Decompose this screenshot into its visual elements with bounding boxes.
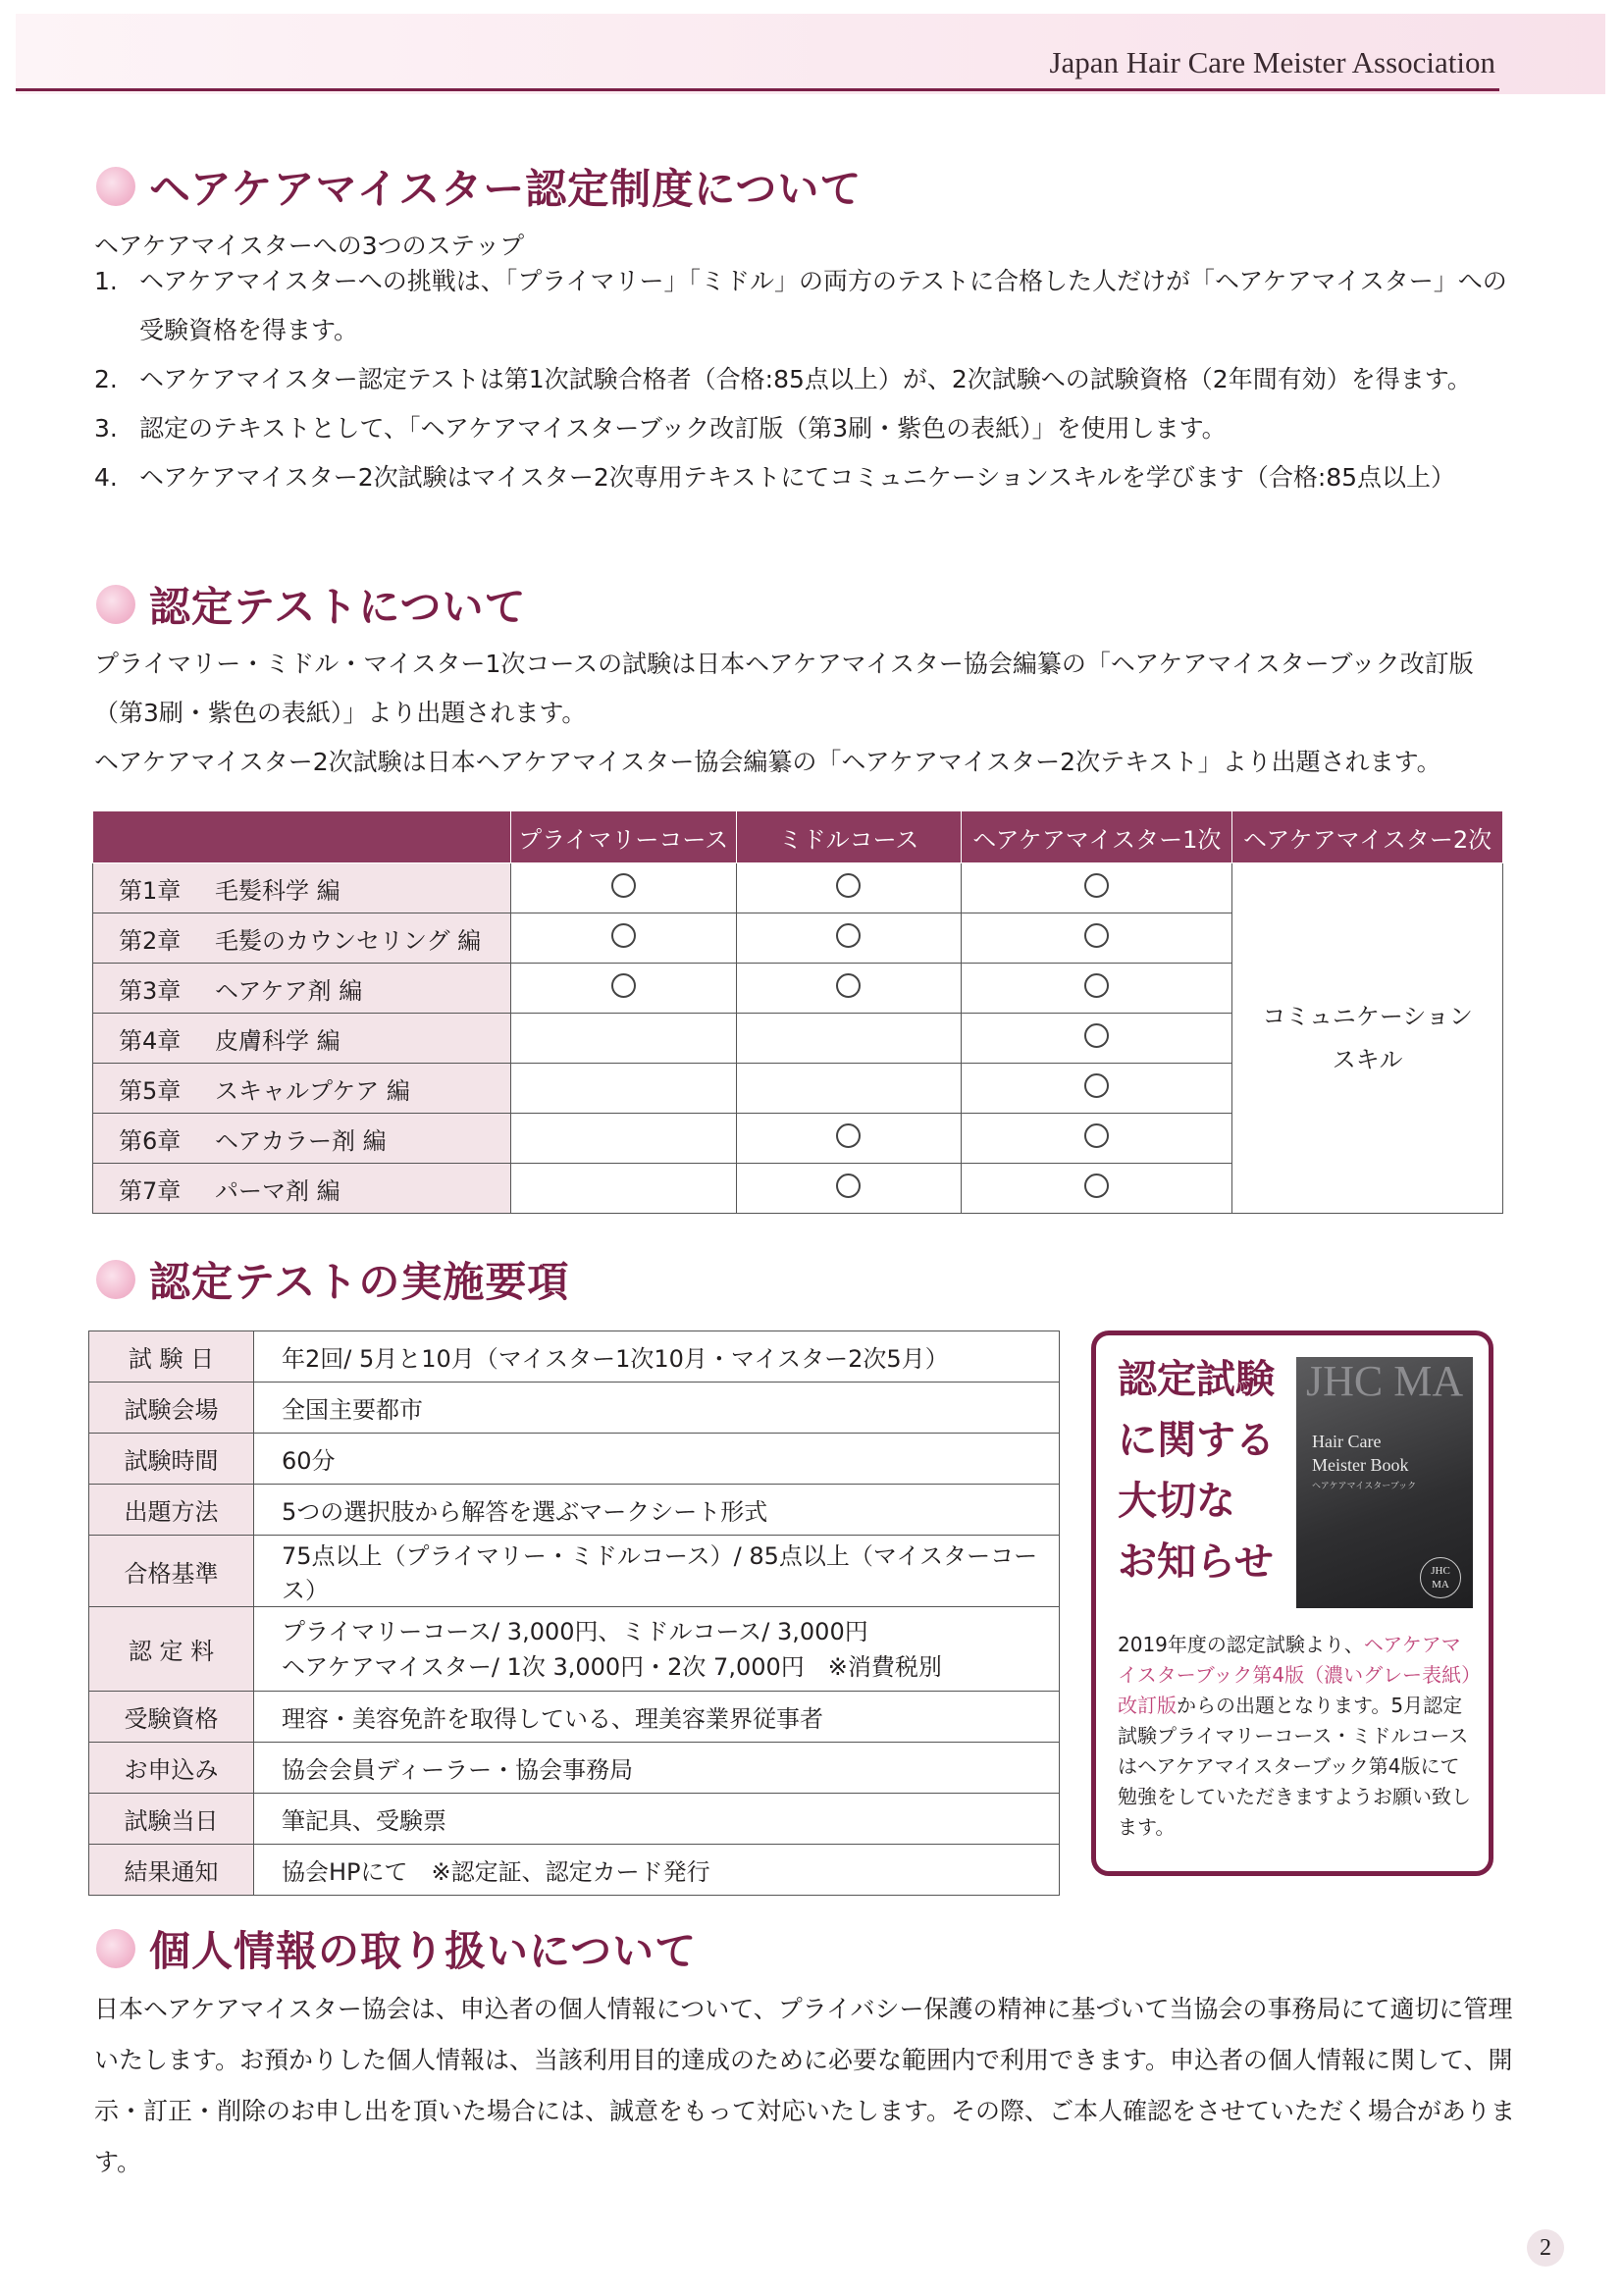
table-row [89, 1434, 1060, 1485]
chapter-number: 第6章 [119, 1126, 182, 1155]
section-title: ヘアケアマイスター認定制度について [149, 165, 863, 213]
steps-list [94, 257, 1517, 502]
chapter-number: 第3章 [119, 976, 182, 1005]
circle-mark-icon [611, 973, 636, 998]
chapter-cell [93, 863, 511, 913]
bullet-dot-icon [96, 167, 135, 206]
book-cover-image [1296, 1357, 1473, 1608]
header-blank-cell [93, 811, 511, 863]
row-key: 認 定 料 [89, 1607, 254, 1692]
circle-mark-icon [836, 973, 861, 998]
association-name: Japan Hair Care Meister Association [1049, 45, 1495, 79]
section-title: 認定テストについて [149, 583, 527, 631]
mark-cell [510, 863, 736, 913]
row-key: 結果通知 [89, 1845, 254, 1896]
mark-cell [962, 863, 1232, 913]
mark-cell [736, 863, 962, 913]
circle-mark-icon [1084, 923, 1109, 948]
row-value: 75点以上（プライマリー・ミドルコース）/ 85点以上（マイスターコース） [254, 1536, 1060, 1607]
row-key: お申込み [89, 1743, 254, 1794]
notice-text: からの出題となります。5月認定試験プライマリーコース・ミドルコースはヘアケアマイスターブック第4版にて勉強をしていただきますようお願い致します。 [1118, 1694, 1471, 1839]
chapter-coverage-table [92, 810, 1503, 1214]
table-row [89, 1331, 1060, 1383]
notice-body [1118, 1630, 1477, 1843]
row-key: 試験当日 [89, 1794, 254, 1845]
step-text: ヘアケアマイスター2次試験はマイスター2次専用テキストにてコミュニケーションスキルを学びます（合格:85点以上） [139, 463, 1456, 492]
chapter-number: 第5章 [119, 1076, 182, 1105]
meister2-cell [1232, 863, 1503, 1214]
row-value [254, 1607, 1060, 1692]
section-heading-certification-system [96, 157, 862, 216]
mark-cell [736, 913, 962, 964]
chapter-cell [93, 1164, 511, 1214]
chapter-cell [93, 1014, 511, 1064]
book-title-line: Hair Care [1312, 1432, 1382, 1451]
section-heading-certification-test [96, 575, 526, 634]
important-notice-box [1091, 1331, 1493, 1876]
table-row [89, 1485, 1060, 1536]
row-value: 協会会員ディーラー・協会事務局 [254, 1743, 1060, 1794]
row-key: 試験会場 [89, 1383, 254, 1434]
table-row [89, 1845, 1060, 1896]
chapter-name: 毛髪科学 編 [215, 876, 340, 905]
mark-cell [510, 1164, 736, 1214]
row-value: 理容・美容免許を取得している、理美容業界従事者 [254, 1692, 1060, 1743]
table-row [89, 1383, 1060, 1434]
circle-mark-icon [836, 1123, 861, 1148]
section-title: 個人情報の取り扱いについて [149, 1927, 698, 1975]
circle-mark-icon [611, 873, 636, 898]
step-number: 4. [94, 463, 118, 492]
bullet-dot-icon [96, 1260, 135, 1299]
row-key: 出題方法 [89, 1485, 254, 1536]
table-row [89, 1536, 1060, 1607]
row-key: 合格基準 [89, 1536, 254, 1607]
chapter-cell [93, 1114, 511, 1164]
chapter-number: 第2章 [119, 926, 182, 955]
notice-highlight: ヘアケアマイスターブック第4版（濃いグレー表紙）改訂版 [1118, 1633, 1472, 1717]
step-text: ヘアケアマイスター認定テストは第1次試験合格者（合格:85点以上）が、2次試験への試験資格（2年間有効）を得ます。 [139, 365, 1472, 393]
mark-cell [510, 964, 736, 1014]
fee-line-1: プライマリーコース/ 3,000円、ミドルコース/ 3,000円 [282, 1617, 868, 1645]
mark-cell [736, 1164, 962, 1214]
chapter-name: 皮膚科学 編 [215, 1026, 340, 1055]
mark-cell [510, 1064, 736, 1114]
mark-cell [962, 1114, 1232, 1164]
step-item [94, 355, 1517, 404]
table-row [89, 1692, 1060, 1743]
privacy-paragraph: 日本ヘアケアマイスター協会は、申込者の個人情報について、プライバシー保護の精神に基づいて当協会の事務局にて適切に管理いたします。お預かりした個人情報は、当該利用目的達成のために必要な範囲内で利用できます。申込者の個人情報に関して、開示・訂正・削除のお申し出を頂いた場合には、誠意をもって対応いたします。その際、ご本人確認をさせていただく場合があります。 [94, 1995, 1516, 2176]
notice-heading-line: 大切な [1118, 1479, 1235, 1524]
step-item [94, 404, 1517, 453]
header-primary: プライマリーコース [510, 811, 736, 863]
chapter-name: パーマ剤 編 [215, 1176, 340, 1205]
mark-cell [736, 1064, 962, 1114]
mark-cell [736, 1014, 962, 1064]
circle-mark-icon [1084, 1123, 1109, 1148]
header-rule [16, 88, 1499, 91]
notice-heading-line: 認定試験 [1118, 1357, 1275, 1402]
notice-text: 2019年度の認定試験より、 [1118, 1633, 1364, 1656]
table-row [89, 1607, 1060, 1692]
notice-heading-line: に関する [1118, 1418, 1275, 1463]
row-value: 60分 [254, 1434, 1060, 1485]
step-item [94, 453, 1517, 502]
header-middle: ミドルコース [736, 811, 962, 863]
chapter-name: 毛髪のカウンセリング 編 [215, 926, 482, 955]
row-value: 年2回/ 5月と10月（マイスター1次10月・マイスター2次5月） [254, 1331, 1060, 1383]
bullet-dot-icon [96, 1929, 135, 1968]
mark-cell [962, 1014, 1232, 1064]
circle-mark-icon [836, 873, 861, 898]
chapter-number: 第1章 [119, 876, 182, 905]
header-meister2: ヘアケアマイスター2次 [1232, 811, 1503, 863]
meister2-text-line: コミュニケーション [1262, 1003, 1473, 1030]
mark-cell [962, 1164, 1232, 1214]
mark-cell [962, 964, 1232, 1014]
circle-mark-icon [836, 1174, 861, 1198]
table-row [93, 863, 1503, 913]
steps-subheading: ヘアケアマイスターへの3つのステップ [94, 232, 525, 260]
chapter-number: 第4章 [119, 1026, 182, 1055]
meister2-source-paragraph: ヘアケアマイスター2次試験は日本ヘアケアマイスター協会編纂の「ヘアケアマイスター2次テキスト」より出題されます。 [94, 748, 1441, 776]
mark-cell [510, 913, 736, 964]
row-value: 協会HPにて ※認定証、認定カード発行 [254, 1845, 1060, 1896]
step-number: 1. [94, 267, 118, 295]
page-number: 2 [1527, 2229, 1564, 2267]
mark-cell [510, 1114, 736, 1164]
chapter-cell [93, 913, 511, 964]
notice-heading [1118, 1349, 1294, 1592]
step-text: 認定のテキストとして、「ヘアケアマイスターブック改訂版（第3刷・紫色の表紙）」を使用します。 [139, 414, 1227, 443]
mark-cell [736, 964, 962, 1014]
mark-cell [962, 913, 1232, 964]
section-heading-test-guidelines [96, 1250, 569, 1309]
row-key: 受験資格 [89, 1692, 254, 1743]
chapter-number: 第7章 [119, 1176, 182, 1205]
mark-cell [736, 1114, 962, 1164]
row-key: 試 験 日 [89, 1331, 254, 1383]
row-value: 5つの選択肢から解答を選ぶマークシート形式 [254, 1485, 1060, 1536]
chapter-cell [93, 1064, 511, 1114]
table-header-row [93, 811, 1503, 863]
row-key: 試験時間 [89, 1434, 254, 1485]
chapter-name: ヘアカラー剤 編 [215, 1126, 387, 1155]
book-monogram: JHC MA [1306, 1357, 1464, 1405]
book-subtitle: ヘアケアマイスターブック [1312, 1482, 1417, 1491]
circle-mark-icon [1084, 1174, 1109, 1198]
book-title-line: Meister Book [1312, 1455, 1409, 1475]
chapter-cell [93, 964, 511, 1014]
step-number: 2. [94, 365, 118, 393]
section-heading-privacy [96, 1919, 697, 1978]
circle-mark-icon [1084, 1073, 1109, 1098]
header-meister1: ヘアケアマイスター1次 [962, 811, 1232, 863]
step-number: 3. [94, 414, 118, 443]
row-value: 筆記具、受験票 [254, 1794, 1060, 1845]
bullet-dot-icon [96, 585, 135, 624]
notice-heading-line: お知らせ [1118, 1539, 1274, 1585]
circle-mark-icon [1084, 873, 1109, 898]
step-text: ヘアケアマイスターへの挑戦は、「プライマリー」「ミドル」の両方のテストに合格した人だけが「ヘアケアマイスター」への受験資格を得ます。 [139, 267, 1507, 344]
book-title [1312, 1430, 1409, 1477]
fee-line-2: ヘアケアマイスター/ 1次 3,000円・2次 7,000円 ※消費税別 [282, 1652, 942, 1681]
mark-cell [962, 1064, 1232, 1114]
chapter-name: スキャルプケア 編 [215, 1076, 410, 1105]
step-item [94, 257, 1517, 355]
test-guidelines-table [88, 1331, 1060, 1896]
circle-mark-icon [1084, 973, 1109, 998]
section-title: 認定テストの実施要項 [149, 1258, 570, 1306]
circle-mark-icon [1084, 1023, 1109, 1048]
chapter-name: ヘアケア剤 編 [215, 976, 363, 1005]
book-seal-logo: JHC MA [1420, 1557, 1461, 1598]
test-source-paragraph: プライマリー・ミドル・マイスター1次コースの試験は日本ヘアケアマイスター協会編纂の「ヘアケアマイスターブック改訂版（第3刷・紫色の表紙）」より出題されます。 [94, 650, 1474, 727]
circle-mark-icon [611, 923, 636, 948]
row-value: 全国主要都市 [254, 1383, 1060, 1434]
circle-mark-icon [836, 923, 861, 948]
table-row [89, 1794, 1060, 1845]
table-row [89, 1743, 1060, 1794]
mark-cell [510, 1014, 736, 1064]
meister2-text-line: スキル [1332, 1046, 1403, 1073]
